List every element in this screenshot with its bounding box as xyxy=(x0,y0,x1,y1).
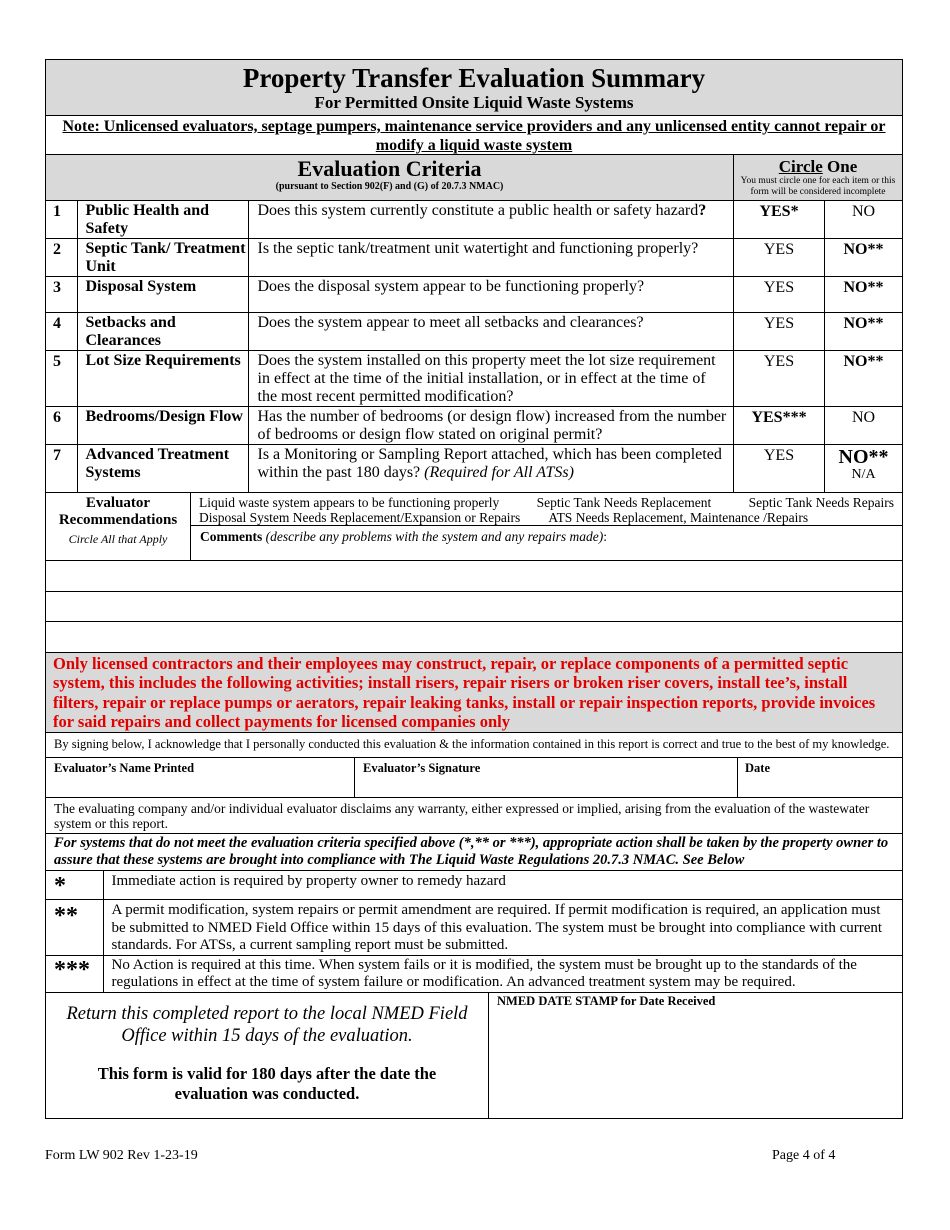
recommendation-ats[interactable]: ATS Needs Replacement, Maintenance /Repairs xyxy=(548,510,809,525)
comments-hint: (describe any problems with the system and any repairs made) xyxy=(265,528,604,544)
action-text: Immediate action is required by property owner to remedy hazard xyxy=(103,871,902,900)
criteria-table xyxy=(46,201,902,492)
no-option[interactable]: NO** xyxy=(825,313,903,351)
no-option[interactable]: NO** xyxy=(825,277,903,313)
criteria-row: 1 Public Health and Safety Does this system currently constitute a public health or safety hazard? YES* NO xyxy=(46,201,902,239)
circle-label: Circle xyxy=(778,157,823,176)
acknowledgement xyxy=(46,733,902,758)
yes-option[interactable]: YES*** xyxy=(734,407,825,445)
recommendations-label: Evaluator Recommendations xyxy=(58,494,178,528)
circle-all-hint: Circle All that Apply xyxy=(68,531,168,546)
yes-option[interactable]: YES xyxy=(734,239,825,277)
date-stamp-label: NMED DATE STAMP for Date Received xyxy=(497,993,716,1008)
criteria-subtitle: (pursuant to Section 902(F) and (G) of 20.7.3 NMAC) xyxy=(275,181,504,192)
circle-one-header xyxy=(734,155,902,198)
actions-table xyxy=(46,871,902,992)
criteria-row: 7 Advanced Treatment Systems Is a Monitoring or Sampling Report attached, which has been completed within the past 180 days? (Required for All ATSs) YES NO** N/A xyxy=(46,445,902,492)
date-stamp-area xyxy=(489,993,902,1119)
action-mark: * xyxy=(46,871,103,900)
yes-option[interactable]: YES xyxy=(734,313,825,351)
comments-label: Comments xyxy=(200,528,263,544)
evaluation-form xyxy=(45,59,903,1119)
no-option[interactable]: NO** xyxy=(838,446,889,468)
yes-option[interactable]: YES xyxy=(734,445,825,492)
evaluator-name-label: Evaluator’s Name Printed xyxy=(54,760,195,775)
no-option[interactable]: NO** xyxy=(825,351,903,407)
action-row xyxy=(46,871,902,900)
criteria-row: 4 Setbacks and Clearances Does the system appear to meet all setbacks and clearances? YES NO** xyxy=(46,313,902,351)
comments-line[interactable] xyxy=(46,622,902,653)
circle-instruction: You must circle one for each item or this form will be considered incomplete xyxy=(740,176,896,197)
acknowledgement-text: By signing below, I acknowledge that I personally conducted this evaluation & the information contained in this report is correct and true to the best of my knowledge. xyxy=(54,736,890,751)
criteria-row: 3 Disposal System Does the disposal system appear to be functioning properly? YES NO** xyxy=(46,277,902,313)
action-mark: ** xyxy=(46,900,103,956)
one-label: One xyxy=(822,157,858,176)
na-option[interactable]: N/A xyxy=(851,467,876,482)
recommendation-tank-replacement[interactable]: Septic Tank Needs Replacement xyxy=(536,494,712,510)
validity-note: This form is valid for 180 days after the date the evaluation was conducted. xyxy=(97,1063,437,1103)
licensed-notice xyxy=(46,653,902,733)
note-text: Note: Unlicensed evaluators, septage pumpers, maintenance service providers and any unlicensed entity cannot repair or modify a liquid waste system xyxy=(62,118,886,154)
criteria-title: Evaluation Criteria xyxy=(297,156,482,181)
unlicensed-note xyxy=(46,116,902,155)
form-header xyxy=(46,60,902,116)
date-label: Date xyxy=(745,760,770,775)
signature-row xyxy=(46,758,902,798)
comments-field[interactable]: Comments (describe any problems with the system and any repairs made): xyxy=(200,528,607,544)
yes-option[interactable]: YES xyxy=(734,351,825,407)
no-option[interactable]: NO** xyxy=(825,239,903,277)
recommendations-section xyxy=(46,492,902,561)
compliance-note-text: For systems that do not meet the evaluation criteria specified above (*,** or ***), appropriate action shall be taken by the property owner to assure that these systems are brought into compliance with The Liquid Waste Regulations 20.7.3 NMAC. See Below xyxy=(54,834,889,868)
form-subtitle: For Permitted Onsite Liquid Waste Systems xyxy=(314,93,634,112)
yes-option[interactable]: YES xyxy=(734,277,825,313)
comments-line[interactable] xyxy=(46,561,902,592)
evaluator-signature-label: Evaluator’s Signature xyxy=(363,760,481,775)
disclaimer-text: The evaluating company and/or individual evaluator disclaims any warranty, either expressed or implied, arising from the evaluation of the wastewater system or this report. xyxy=(54,800,870,831)
recommendation-disposal[interactable]: Disposal System Needs Replacement/Expansion or Repairs xyxy=(199,510,521,525)
criteria-header xyxy=(46,155,902,201)
return-instruction: Return this completed report to the local NMED Field Office within 15 days of the evaluation. xyxy=(66,1003,468,1046)
licensed-notice-text: Only licensed contractors and their employees may construct, repair, or replace components of a permitted septic system, this includes the following activities; install risers, repair risers or broken riser covers, install tee’s, install filters, repair or replace pumps or aerators, repair leaking tanks, install or repair inspection reports, provide invoices for said repairs and collect payments for licensed companies only xyxy=(53,653,876,731)
criteria-row: 5 Lot Size Requirements Does the system installed on this property meet the lot size requirement in effect at the time of the initial installation, or in effect at the time of the most recent permitted modification? YES NO** xyxy=(46,351,902,407)
comments-line[interactable] xyxy=(46,592,902,622)
criteria-row: 2 Septic Tank/ Treatment Unit Is the septic tank/treatment unit watertight and functioning properly? YES NO** xyxy=(46,239,902,277)
action-row xyxy=(46,955,902,992)
return-section xyxy=(46,992,902,1118)
compliance-note xyxy=(46,834,902,871)
action-row xyxy=(46,900,902,956)
yes-option[interactable]: YES* xyxy=(734,201,825,239)
criteria-row: 6 Bedrooms/Design Flow Has the number of bedrooms (or design flow) increased from the number of bedrooms or design flow stated on original permit? YES*** NO xyxy=(46,407,902,445)
recommendation-functioning[interactable]: Liquid waste system appears to be functioning properly xyxy=(199,494,500,510)
evaluator-signature-field[interactable] xyxy=(355,758,738,797)
action-text: No Action is required at this time. When system fails or it is modified, the system must be brought up to the standards of the regulations in effect at the time of system failure or modification. An advanced treatment system may be required. xyxy=(103,955,902,992)
evaluator-name-field[interactable] xyxy=(46,758,355,797)
no-option-cell xyxy=(825,445,903,492)
action-mark: *** xyxy=(46,955,103,992)
form-id: Form LW 902 Rev 1-23-19 xyxy=(45,1148,198,1163)
recommendation-tank-repairs[interactable]: Septic Tank Needs Repairs xyxy=(748,494,894,510)
form-title: Property Transfer Evaluation Summary xyxy=(242,63,706,93)
date-field[interactable] xyxy=(738,758,902,797)
disclaimer xyxy=(46,798,902,834)
action-text: A permit modification, system repairs or permit amendment are required. If permit modification is required, an application must be submitted to NMED Field Office within 15 days of this evaluation. The system must be brought into compliance with current standards. For ATSs, a current sampling report must be submitted. xyxy=(103,900,902,956)
no-option[interactable]: NO xyxy=(825,201,903,239)
no-option[interactable]: NO xyxy=(825,407,903,445)
page-number: Page 4 of 4 xyxy=(772,1148,836,1163)
